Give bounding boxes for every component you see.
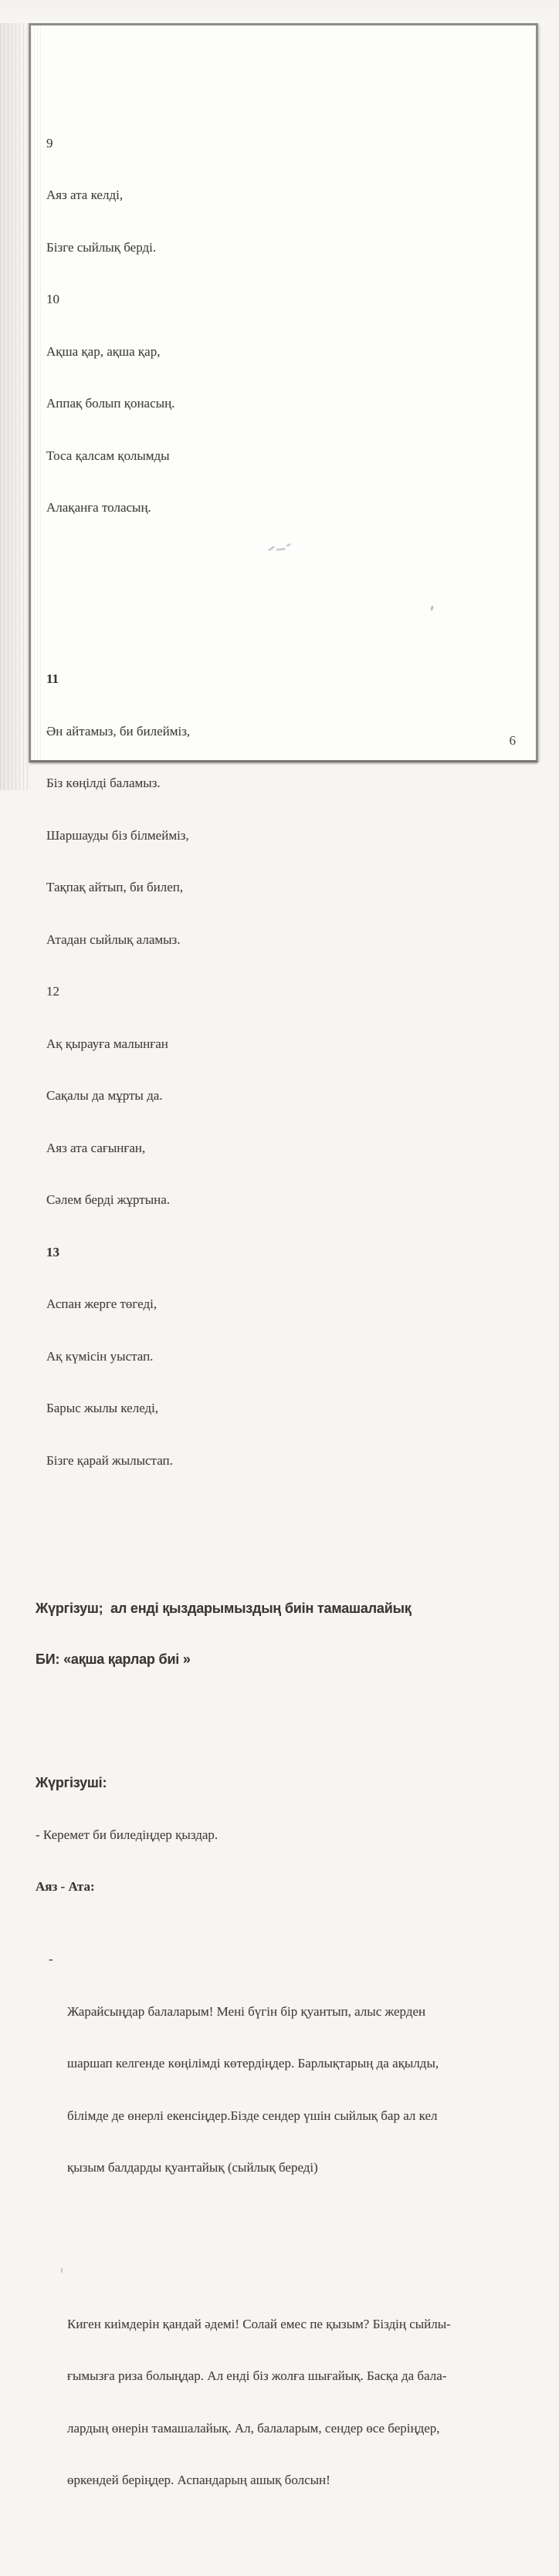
poem-line: Ақ күмісін уыстап. — [46, 1348, 154, 1364]
ayaz-paragraph-1 — [49, 1951, 522, 2212]
poem-line: Аяз ата сағынған, — [46, 1140, 146, 1155]
poem-line: Барыс жылы келеді, — [46, 1401, 159, 1415]
ink-speck — [61, 2268, 63, 2273]
host-dialog-line: - Керемет би биледіңдер қыздар. — [36, 1827, 219, 1842]
poem-line: Бізге қарай жылыстап. — [46, 1452, 173, 1468]
paragraph-line: өркендей беріңдер. Аспандарың ашық болсын! — [67, 2473, 330, 2487]
paragraph-line: ғымызға риза болыңдар. Ал енді біз жолға шығайық. Басқа да бала- — [67, 2368, 447, 2383]
poem-number: 10 — [46, 292, 59, 306]
paragraph-line: Жарайсыңдар балаларым! Мені бүгін бір қуантып, алыс жерден — [67, 2003, 426, 2019]
poem-line: Сақалы да мұрты да. — [46, 1088, 163, 1103]
ayaz-paragraph-2 — [67, 2263, 522, 2524]
poem-block-2 — [46, 636, 522, 1504]
page-content — [31, 25, 536, 2576]
paragraph-line: білімде де өнерлі екенсіңдер.Бізде сендер үшін сыйлық бар ал кел — [67, 2108, 438, 2123]
scan-edge-streaks — [0, 0, 31, 790]
poem-number: 11 — [46, 671, 59, 686]
poem-line: Тақпақ айтып, би билеп, — [46, 880, 184, 894]
poem-number: 13 — [46, 1244, 59, 1259]
poem-line: Аяз ата келді, — [46, 188, 124, 202]
list-dash-marker: - — [49, 1952, 53, 1966]
host-speaker-label: Жүргізуші: — [36, 1775, 107, 1790]
ayaz-ata-speaker-label: Аяз - Ата: — [36, 1879, 95, 1894]
paragraph-line: лардың өнерін тамашалайық. Ал, балаларым, сендер өсе беріңдер, — [67, 2420, 440, 2436]
paragraph-line: қызым балдарды қуантайық (сыйлық береді) — [67, 2160, 318, 2175]
paragraph-line: шаршап келгенде көңілімді көтердіңдер. Барлықтарың да ақылды, — [67, 2056, 439, 2071]
poem-line: Біз көңілді баламыз. — [46, 776, 161, 790]
dance-title-line: БИ: «ақша қарлар биі » — [36, 1651, 191, 1667]
poem-line: Аппақ болып қонасың. — [46, 396, 175, 411]
poem-block-1 — [46, 100, 522, 552]
poem-line: Сәлем берді жұртына. — [46, 1192, 171, 1207]
poem-line: Аспан жерге төгеді, — [46, 1296, 158, 1311]
paragraph-line: Киген киімдерін қандай әдемі! Солай емес пе қызым? Біздің сыйлы- — [67, 2316, 451, 2331]
poem-number: 12 — [46, 984, 59, 999]
poem-line: Бізге сыйлық берді. — [46, 239, 157, 255]
poem-number: 9 — [46, 135, 53, 150]
scan-top-haze — [0, 0, 559, 23]
poem-line: Ақша қар, ақша қар, — [46, 343, 161, 359]
page-frame — [29, 23, 538, 2487]
poem-line: Тоса қалсам қолымды — [46, 448, 170, 463]
poem-line: Ән айтамыз, би билейміз, — [46, 723, 191, 739]
host-announcement — [36, 1566, 522, 1702]
poem-line: Атадан сыйлық аламыз. — [46, 931, 181, 947]
poem-line: Алақанға толасың. — [46, 500, 151, 515]
poem-line: Шаршауды біз білмейміз, — [46, 827, 189, 843]
page-number: 6 — [509, 733, 516, 748]
poem-line: Ақ қырауға малынған — [46, 1036, 168, 1051]
host-announcement-line: Жүргізуш; ал енді қыздарымыздың биін тамашалайық — [36, 1600, 412, 1616]
